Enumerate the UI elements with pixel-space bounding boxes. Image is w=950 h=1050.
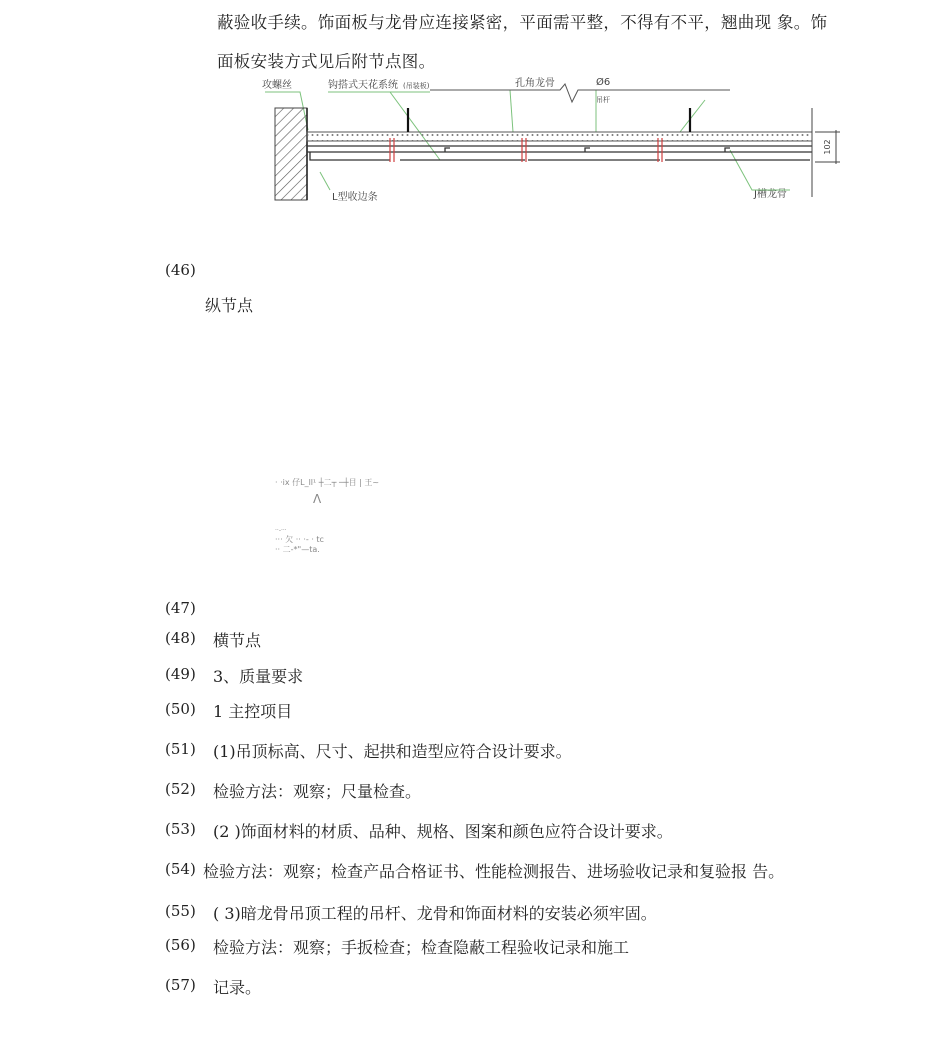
item-number-52: (52): [165, 780, 196, 798]
item-text-51: (1)吊顶标高、尺寸、起拱和造型应符合设计要求。: [213, 742, 572, 761]
label-dim: 102: [823, 139, 832, 155]
item-number-47: (47): [165, 599, 196, 617]
item-text-53: (2 )饰面材料的材质、品种、规格、图案和颜色应符合设计要求。: [213, 822, 673, 841]
label-system: 钩搭式天花系统: [328, 80, 398, 91]
fig2-row-1: · ·ix 仔L_ll¹ ┼二┬ ─┼目 | 王~: [275, 478, 380, 487]
item-text-57: 记录。: [213, 978, 262, 997]
item-text-52: 检验方法：观察；尺量检查。: [213, 782, 422, 801]
label-vertical-node: 纵节点: [205, 296, 254, 315]
item-text-56: 检验方法：观察；手扳检查；检查隐蔽工程验收记录和施工: [213, 938, 630, 957]
item-number-56: (56): [165, 936, 196, 954]
item-text-48: 横节点: [213, 631, 262, 650]
item-number-49: (49): [165, 665, 196, 683]
label-rod: 吊杆: [596, 96, 610, 104]
item-number-50: (50): [165, 700, 196, 718]
item-number-53: (53): [165, 820, 196, 838]
item-text-54: 检验方法：观察；检查产品合格证书、性能检测报告、进场验收记录和复验报 告。: [203, 862, 785, 881]
label-j-keel: J槽龙骨: [754, 189, 787, 200]
fig2-row-3: ··-···: [275, 527, 287, 534]
label-screw: 攻螺丝: [262, 80, 292, 91]
fig2-row-2: Λ: [313, 492, 322, 506]
item-number-55: (55): [165, 902, 196, 920]
fig2-row-5: ·· 二-*"—ta.: [275, 545, 320, 554]
label-keel: 孔角龙骨: [515, 78, 555, 89]
item-number-57: (57): [165, 976, 196, 994]
label-diam: Ø6: [596, 77, 611, 88]
ceiling-section-drawing: [260, 72, 850, 207]
intro-line-1: 蔽验收手续。饰面板与龙骨应连接紧密，平面需平整，不得有不平，翘曲现 象。饰: [217, 13, 828, 32]
item-text-49: 3、质量要求: [213, 667, 304, 686]
label-system-note: (吊装板): [403, 82, 430, 90]
fig2-row-4: ··· 欠 ·· ·- · tc: [275, 535, 324, 544]
item-number-46: (46): [165, 261, 196, 279]
intro-line-2: 面板安装方式见后附节点图。: [217, 52, 436, 71]
vertical-node-figure: [275, 474, 415, 556]
item-text-50: 1 主控项目: [213, 702, 293, 721]
item-text-55: ( 3)暗龙骨吊顶工程的吊杆、龙骨和饰面材料的安装必须牢固。: [213, 904, 657, 923]
item-number-54: (54): [165, 860, 196, 878]
item-number-48: (48): [165, 629, 196, 647]
item-number-51: (51): [165, 740, 196, 758]
label-l-trim: L型收边条: [332, 192, 378, 203]
